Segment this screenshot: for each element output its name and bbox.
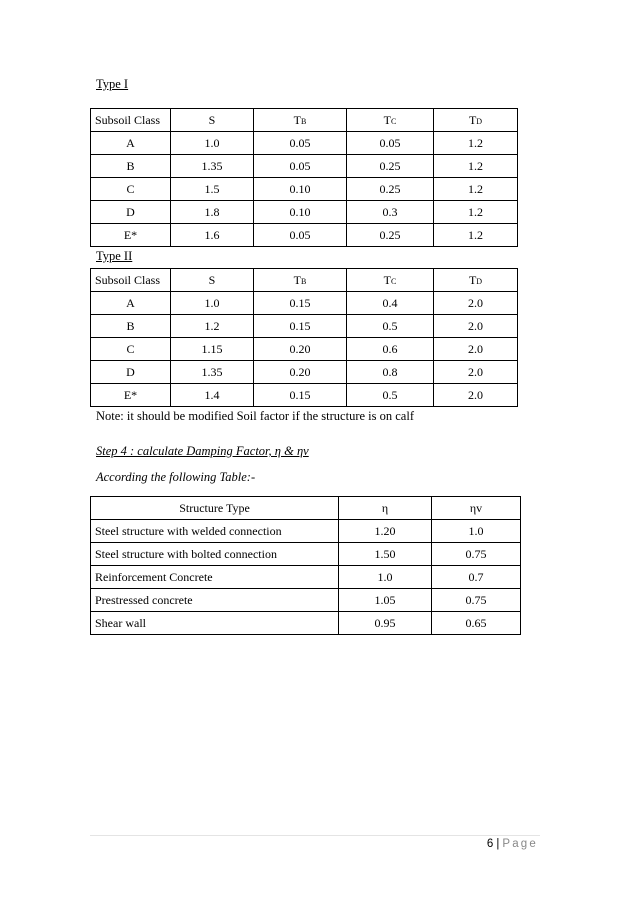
header-eta: η [339,497,432,520]
page-footer [487,838,538,850]
table-cell: 0.5 [347,315,434,338]
header-subsoil-class: Subsoil Class [91,269,171,292]
table-row [91,520,521,543]
table-row [91,292,518,315]
table-cell: D [91,201,171,224]
table-cell: C [91,178,171,201]
damping-factor-table [90,496,521,635]
table-cell: 1.0 [432,520,521,543]
table-cell: 0.10 [254,178,347,201]
table-cell: 1.2 [434,178,518,201]
table-cell: 1.0 [171,132,254,155]
footer-divider [90,835,540,836]
table-cell: E* [91,224,171,247]
table-cell: 1.2 [171,315,254,338]
table-row [91,201,518,224]
table-row [91,589,521,612]
soil-factor-note: Note: it should be modified Soil factor if the structure is on calf [96,409,414,423]
table-cell: E* [91,384,171,407]
table-cell: B [91,315,171,338]
header-structure-type: Structure Type [91,497,339,520]
table-cell: 0.10 [254,201,347,224]
table-cell: 0.25 [347,178,434,201]
table-cell: 0.05 [347,132,434,155]
table-cell: 0.05 [254,132,347,155]
header-s: S [171,109,254,132]
table-cell: 1.2 [434,132,518,155]
table-row [91,543,521,566]
table-cell: 1.50 [339,543,432,566]
page-separator: | [496,838,500,850]
table-row [91,384,518,407]
header-tc: TC [347,269,434,292]
table-cell: 0.25 [347,155,434,178]
table-cell: 0.8 [347,361,434,384]
table-cell: 0.20 [254,361,347,384]
table-cell: 1.2 [434,155,518,178]
table-cell: 0.75 [432,543,521,566]
table-row [91,132,518,155]
table-cell: 1.35 [171,361,254,384]
table-cell: 0.15 [254,292,347,315]
table-cell: 2.0 [434,292,518,315]
table-cell: B [91,155,171,178]
type2-heading: Type II [96,249,133,263]
header-subsoil-class: Subsoil Class [91,109,171,132]
table-cell: 0.15 [254,384,347,407]
table-row [91,155,518,178]
table-cell: 0.25 [347,224,434,247]
type1-heading: Type I [96,77,129,91]
table-row [91,612,521,635]
table-cell: 1.5 [171,178,254,201]
table-row [91,315,518,338]
header-tb: TB [254,269,347,292]
table-row [91,566,521,589]
table-cell: A [91,132,171,155]
table-cell: Reinforcement Concrete [91,566,339,589]
header-tb: TB [254,109,347,132]
table-cell: 0.65 [432,612,521,635]
table-cell: 1.0 [339,566,432,589]
table-cell: 0.5 [347,384,434,407]
table-cell: 1.05 [339,589,432,612]
header-tc: TC [347,109,434,132]
table-cell: 0.95 [339,612,432,635]
table-cell: 0.4 [347,292,434,315]
table-cell: 2.0 [434,338,518,361]
page-word: Page [502,838,538,850]
type1-table [90,108,518,247]
table-cell: A [91,292,171,315]
table-cell: Prestressed concrete [91,589,339,612]
according-table-text: According the following Table:- [96,470,256,484]
table-cell: Steel structure with bolted connection [91,543,339,566]
table-cell: 1.20 [339,520,432,543]
step4-heading: Step 4 : calculate Damping Factor, η & ηv [96,444,309,458]
table-cell: 0.75 [432,589,521,612]
table-cell: 0.15 [254,315,347,338]
table-cell: 1.2 [434,224,518,247]
table-cell: 0.05 [254,155,347,178]
table-cell: 1.8 [171,201,254,224]
table-header-row [91,497,521,520]
table-cell: 1.2 [434,201,518,224]
header-td: TD [434,269,518,292]
table-cell: Steel structure with welded connection [91,520,339,543]
table-cell: 1.0 [171,292,254,315]
page-number: 6 [486,838,494,850]
table-cell: 2.0 [434,361,518,384]
table-row [91,178,518,201]
table-cell: Shear wall [91,612,339,635]
table-cell: 1.4 [171,384,254,407]
table-header-row [91,109,518,132]
table-cell: 0.20 [254,338,347,361]
table-row [91,338,518,361]
header-s: S [171,269,254,292]
table-cell: 0.7 [432,566,521,589]
table-cell: C [91,338,171,361]
table-row [91,361,518,384]
table-row [91,224,518,247]
header-td: TD [434,109,518,132]
table-cell: 1.6 [171,224,254,247]
type2-table [90,268,518,407]
table-cell: 2.0 [434,384,518,407]
table-cell: 0.3 [347,201,434,224]
table-header-row [91,269,518,292]
table-cell: 0.6 [347,338,434,361]
table-cell: 1.35 [171,155,254,178]
table-cell: 0.05 [254,224,347,247]
header-eta-v: ηv [432,497,521,520]
table-cell: D [91,361,171,384]
table-cell: 2.0 [434,315,518,338]
table-cell: 1.15 [171,338,254,361]
